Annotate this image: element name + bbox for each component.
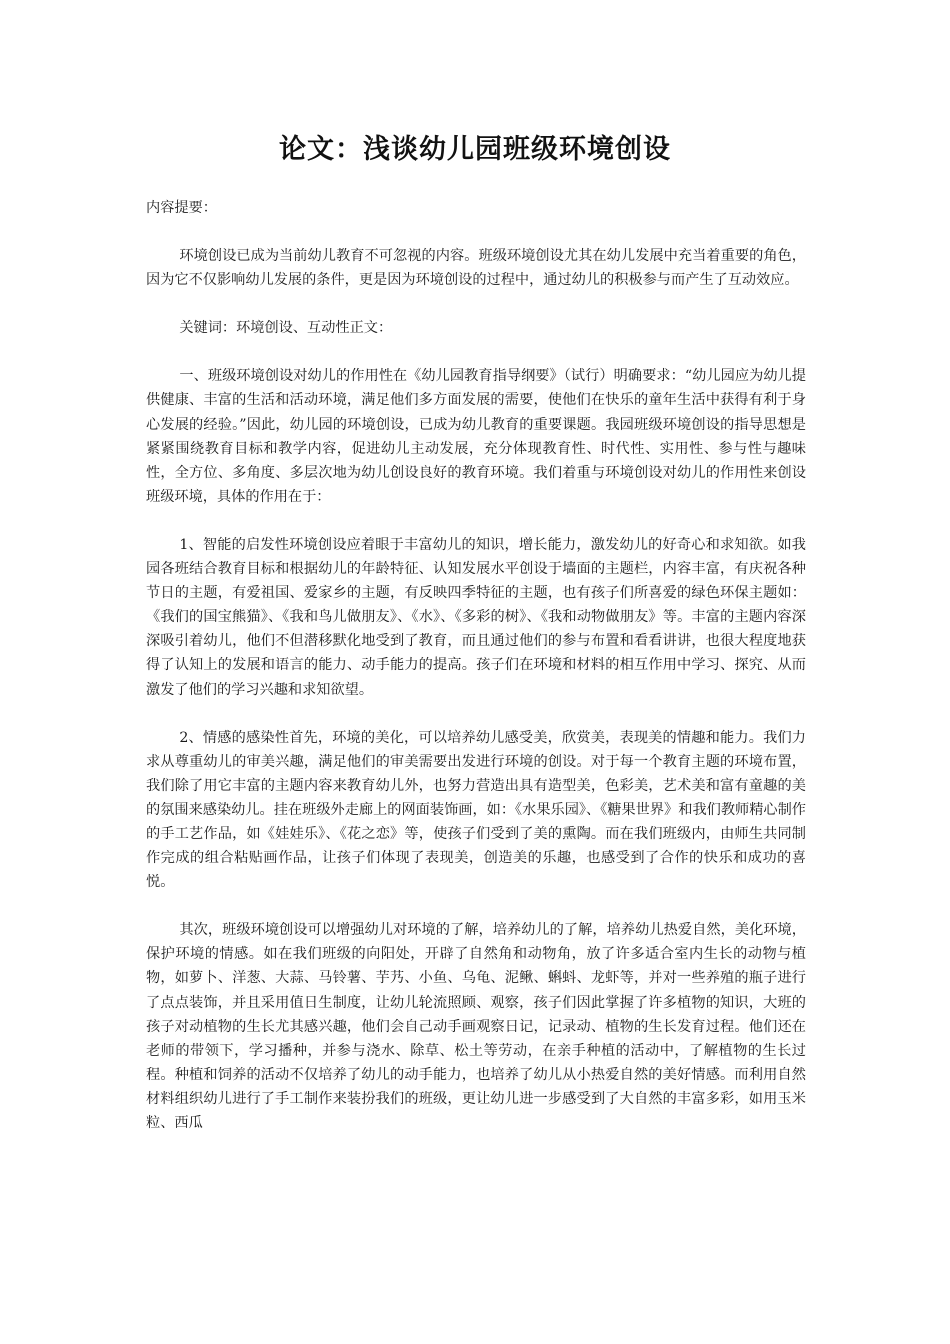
paragraph-point-two: 2、情感的感染性首先，环境的美化，可以培养幼儿感受美，欣赏美，表现美的情趣和能力。我们力求从尊重幼儿的审美兴趣，满足他们的审美需要出发进行环境的创设。对于每一个教育主题的环境布置，我们除了用它丰富的主题内容来教育幼儿外，也努力营造出具有造型美，色彩美，艺术美和富有童趣的美的氛围来感染幼儿。挂在班级外走廊上的网面装饰画，如：《水果乐园》、《糖果世界》和我们教师精心制作的手工艺作品，如《娃娃乐》、《花之恋》等，使孩子们受到了美的熏陶。而在我们班级内，由师生共同制作完成的组合粘贴画作品，让孩子们体现了表现美，创造美的乐趣，也感受到了合作的快乐和成功的喜悦。 bbox=[146, 729, 806, 891]
paragraph-secondly: 其次，班级环境创设可以增强幼儿对环境的了解，培养幼儿的了解，培养幼儿热爱自然，美化环境，保护环境的情感。如在我们班级的向阳处，开辟了自然角和动物角，放了许多适合室内生长的动物与植物，如萝卜、洋葱、大蒜、马铃薯、芋艿、小鱼、乌龟、泥鳅、蝌蚪、龙虾等，并对一些养殖的瓶子进行了点点装饰，并且采用值日生制度，让幼儿轮流照顾、观察，孩子们因此掌握了许多植物的知识，大班的孩子对动植物的生长尤其感兴趣，他们会自己动手画观察日记，记录动、植物的生长发育过程。他们还在老师的带领下，学习播种，并参与浇水、除草、松土等劳动，在亲手种植的活动中，了解植物的生长过程。种植和饲养的活动不仅培养了幼儿的动手能力，也培养了幼儿从小热爱自然的美好情感。而利用自然材料组织幼儿进行了手工制作来装扮我们的班级，更让幼儿进一步感受到了大自然的丰富多彩，如用玉米粒、西瓜 bbox=[146, 922, 806, 1131]
paragraph-section-one: 一、班级环境创设对幼儿的作用性在《幼儿园教育指导纲要》（试行）明确要求：“幼儿园应为幼儿提供健康、丰富的生活和活动环境，满足他们多方面发展的需要，使他们在快乐的童年生活中获得有利于身心发展的经验。”因此，幼儿园的环境创设，已成为幼儿教育的重要课题。我园班级环境创设的指导思想是紧紧围绕教育目标和教学内容，促进幼儿主动发展，充分体现教育性、时代性、实用性、参与性与趣味性，全方位、多角度、多层次地为幼儿创设良好的教育环境。我们着重与环境创设对幼儿的作用性来创设班级环境，具体的作用在于： bbox=[146, 368, 806, 505]
document-title: 论文：浅谈幼儿园班级环境创设 bbox=[279, 134, 671, 165]
paragraph-abstract: 环境创设已成为当前幼儿教育不可忽视的内容。班级环境创设尤其在幼儿发展中充当着重要的角色，因为它不仅影响幼儿发展的条件，更是因为环境创设的过程中，通过幼儿的积极参与而产生了互动效应。 bbox=[146, 248, 806, 289]
paragraph-keywords: 关键词：环境创设、互动性正文： bbox=[179, 320, 393, 337]
document-body bbox=[146, 196, 806, 1159]
summary-label: 内容提要： bbox=[146, 200, 217, 216]
paragraph-point-one: 1、智能的启发性环境创设应着眼于丰富幼儿的知识，增长能力，激发幼儿的好奇心和求知欲。如我园各班结合教育目标和根据幼儿的年龄特征、认知发展水平创设于墙面的主题栏，内容丰富，有庆祝各种节日的主题，有爱祖国、爱家乡的主题，有反映四季特征的主题，也有孩子们所喜爱的绿色环保主题如：《我们的国宝熊猫》、《我和鸟儿做朋友》、《水》、《多彩的树》、《我和动物做朋友》等。丰富的主题内容深深吸引着幼儿，他们不但潜移默化地受到了教育，而且通过他们的参与布置和看看讲讲，也很大程度地获得了认知上的发展和语言的能力、动手能力的提高。孩子们在环境和材料的相互作用中学习、探究、从而激发了他们的学习兴趣和求知欲望。 bbox=[146, 536, 806, 698]
